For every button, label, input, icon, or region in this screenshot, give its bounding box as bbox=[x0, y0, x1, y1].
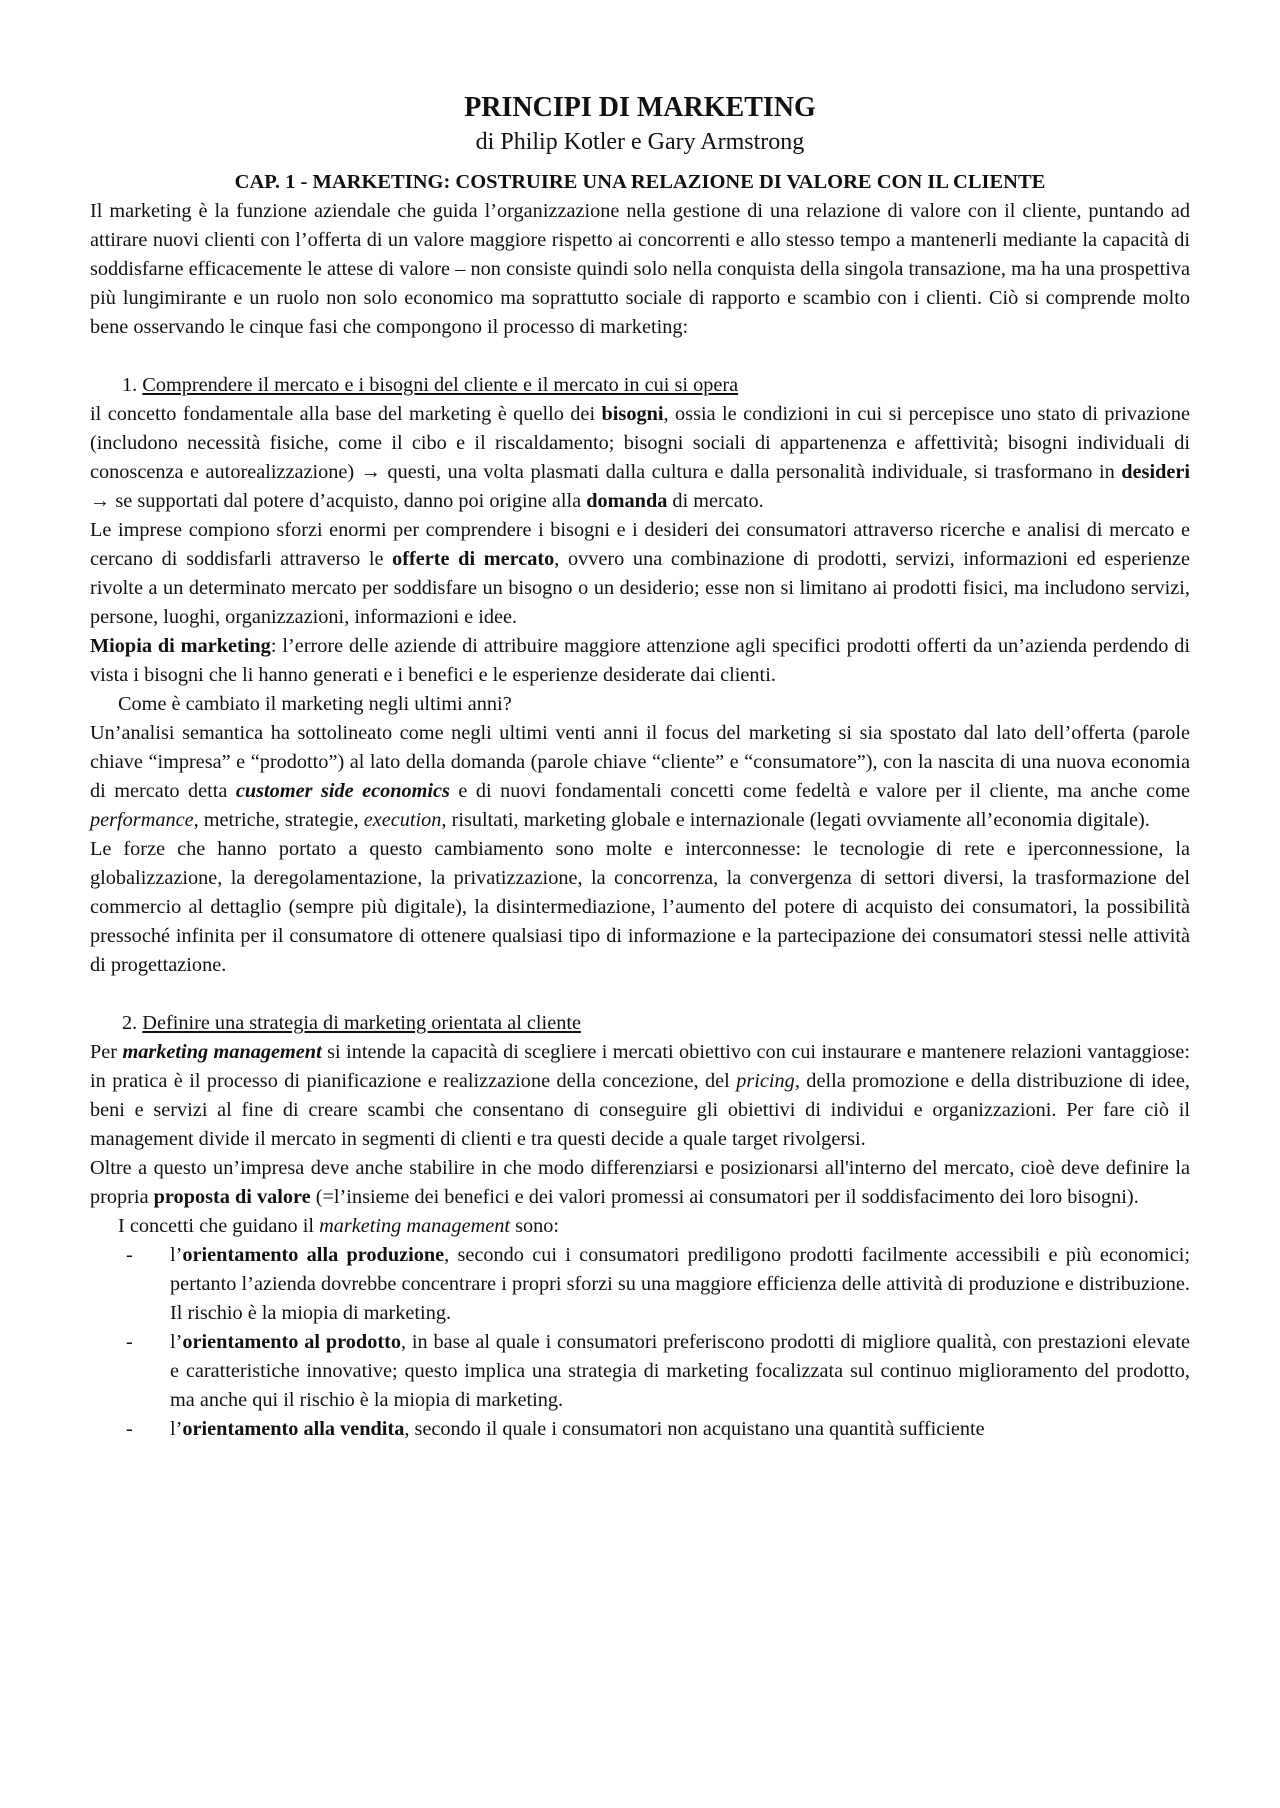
term-desideri: desideri bbox=[1121, 461, 1190, 483]
section-1-paragraph-myopia: Miopia di marketing: l’errore delle aziende di attribuire maggiore attenzione agli specifici prodotti offerti da un’azienda perdendo di vista i bisogni che li hanno generati e i benefici e le esperienze desiderate dai clienti. bbox=[90, 635, 1191, 686]
document-title: PRINCIPI DI MARKETING bbox=[464, 92, 816, 123]
term-execution: execution bbox=[363, 809, 442, 831]
section-2-paragraph-value-proposition: Oltre a questo un’impresa deve anche stabilire in che modo differenziarsi e posizionarsi all'interno del mercato, cioè deve definire la propria proposta di valore (=l’insieme dei benefici e dei valori promessi ai consumatori per il soddisfacimento dei loro bisogni). bbox=[90, 1157, 1190, 1208]
spacer bbox=[90, 980, 1190, 1009]
section-1-question: Come è cambiato il marketing negli ultimi anni? bbox=[118, 693, 512, 715]
concepts-list bbox=[90, 1241, 1190, 1444]
term-miopia-di-marketing: Miopia di marketing bbox=[90, 635, 271, 657]
chapter-heading: CAP. 1 - MARKETING: COSTRUIRE UNA RELAZIONE DI VALORE CON IL CLIENTE bbox=[234, 171, 1046, 193]
term-customer-side-economics: customer side economics bbox=[235, 780, 450, 802]
term-orientamento-produzione: orientamento alla produzione bbox=[182, 1244, 445, 1266]
section-1-paragraph-semantic: Un’analisi semantica ha sottolineato come negli ultimi venti anni il focus del marketing si sia spostato dal lato dell’offerta (parole chiave “impresa” e “prodotto”) al lato della domanda (parole chiave “cliente” e “consumatore”), con la nascita di una nuova economia di mercato detta customer side economics e di nuovi fondamentali concetti come fedeltà e valore per il cliente, ma anche come performance, metriche, strategie, execution, risultati, marketing globale e internazionale (legati ovviamente all’economia digitale). bbox=[90, 722, 1190, 831]
section-2-number: 2. bbox=[122, 1012, 138, 1034]
section-2-paragraph-management: Per marketing management si intende la capacità di scegliere i mercati obiettivo con cui instaurare e mantenere relazioni vantaggiose: in pratica è il processo di pianificazione e realizzazione della concezione, del pricing, della promozione e della distribuzione di idee, beni e servizi al fine di creare scambi che consentano di conseguire gli obiettivi di individui e organizzazioni. Per fare ciò il management divide il mercato in segmenti di clienti e tra questi decide a quale target rivolgersi. bbox=[90, 1041, 1190, 1150]
section-1-paragraph-forces: Le forze che hanno portato a questo cambiamento sono molte e interconnesse: le tecnologie di rete e iperconnessione, la globalizzazione, la deregolamentazione, la privatizzazione, la concorrenza, la convergenza di settori diversi, la trasformazione del commercio al dettaglio (sempre più digitale), la disintermediazione, l’aumento del potere di acquisto dei consumatori, la possibilità pressoché infinita per il consumatore di ottenere qualsiasi tipo di informazione e la partecipazione dei consumatori stessi nelle attività di progettazione. bbox=[90, 838, 1190, 976]
term-pricing: pricing bbox=[736, 1070, 795, 1092]
section-2-title: Definire una strategia di marketing orientata al cliente bbox=[142, 1012, 581, 1034]
term-domanda: domanda bbox=[586, 490, 668, 512]
list-item: - l’orientamento alla produzione, secondo cui i consumatori prediligono prodotti facilmente accessibili e più economici; pertanto l’azienda dovrebbe concentrare i propri sforzi su una maggiore efficienza delle attività di produzione e distribuzione. Il rischio è la miopia di marketing. bbox=[90, 1241, 1190, 1328]
section-1-number: 1. bbox=[122, 374, 138, 396]
section-2-heading bbox=[90, 1009, 1190, 1038]
section-1-paragraph-offers: Le imprese compiono sforzi enormi per comprendere i bisogni e i desideri dei consumatori attraverso ricerche e analisi di mercato e cercano di soddisfarli attraverso le offerte di mercato, ovvero una combinazione di prodotti, servizi, informazioni ed esperienze rivolte a un determinato mercato per soddisfare un bisogno o un desiderio; esse non si limitano ai prodotti fisici, ma includono servizi, persone, luoghi, organizzazioni, informazioni e idee. bbox=[90, 519, 1190, 628]
term-orientamento-prodotto: orientamento al prodotto bbox=[182, 1331, 401, 1353]
term-performance: performance bbox=[90, 809, 194, 831]
term-offerte-di-mercato: offerte di mercato bbox=[392, 548, 555, 570]
list-item: - l’orientamento alla vendita, secondo il quale i consumatori non acquistano una quantità sufficiente bbox=[90, 1415, 1190, 1444]
dash-marker: - bbox=[126, 1418, 133, 1440]
dash-marker: - bbox=[126, 1331, 133, 1353]
section-1-title: Comprendere il mercato e i bisogni del cliente e il mercato in cui si opera bbox=[142, 374, 739, 396]
document-page bbox=[90, 78, 1190, 1444]
term-bisogni: bisogni bbox=[601, 403, 664, 425]
section-1-heading bbox=[90, 371, 1190, 400]
dash-marker: - bbox=[126, 1244, 133, 1266]
term-marketing-management-inline: marketing management bbox=[319, 1215, 511, 1237]
list-item: - l’orientamento al prodotto, in base al quale i consumatori preferiscono prodotti di migliore qualità, con prestazioni elevate e caratteristiche innovative; questo implica una strategia di marketing focalizzata sul continuo miglioramento del prodotto, ma anche qui il rischio è la miopia di marketing. bbox=[90, 1328, 1190, 1415]
section-2-concepts-intro: I concetti che guidano il marketing management sono: bbox=[118, 1215, 560, 1237]
section-1-paragraph-needs: il concetto fondamentale alla base del marketing è quello dei bisogni, ossia le condizioni in cui si percepisce uno stato di privazione (includono necessità fisiche, come il cibo e il riscaldamento; bisogni sociali di appartenenza e affettività; bisogni individuali di conoscenza e autorealizzazione) → questi, una volta plasmati dalla cultura e dalla personalità individuale, si trasformano in desideri → se supportati dal potere d’acquisto, danno poi origine alla domanda di mercato. bbox=[90, 403, 1190, 512]
term-marketing-management: marketing management bbox=[122, 1041, 322, 1063]
document-authors: di Philip Kotler e Gary Armstrong bbox=[475, 129, 805, 155]
spacer bbox=[90, 342, 1190, 371]
term-proposta-di-valore: proposta di valore bbox=[153, 1186, 311, 1208]
term-orientamento-vendita: orientamento alla vendita bbox=[182, 1418, 405, 1440]
chapter-intro: Il marketing è la funzione aziendale che guida l’organizzazione nella gestione di una relazione di valore con il cliente, puntando ad attirare nuovi clienti con l’offerta di un valore maggiore rispetto ai concorrenti e allo stesso tempo a mantenerli mediante la capacità di soddisfarne efficacemente le attese di valore – non consiste quindi solo nella conquista della singola transazione, ma ha una prospettiva più lungimirante e un ruolo non solo economico ma soprattutto sociale di rapporto e scambio con i clienti. Ciò si comprende molto bene osservando le cinque fasi che compongono il processo di marketing: bbox=[90, 200, 1190, 338]
